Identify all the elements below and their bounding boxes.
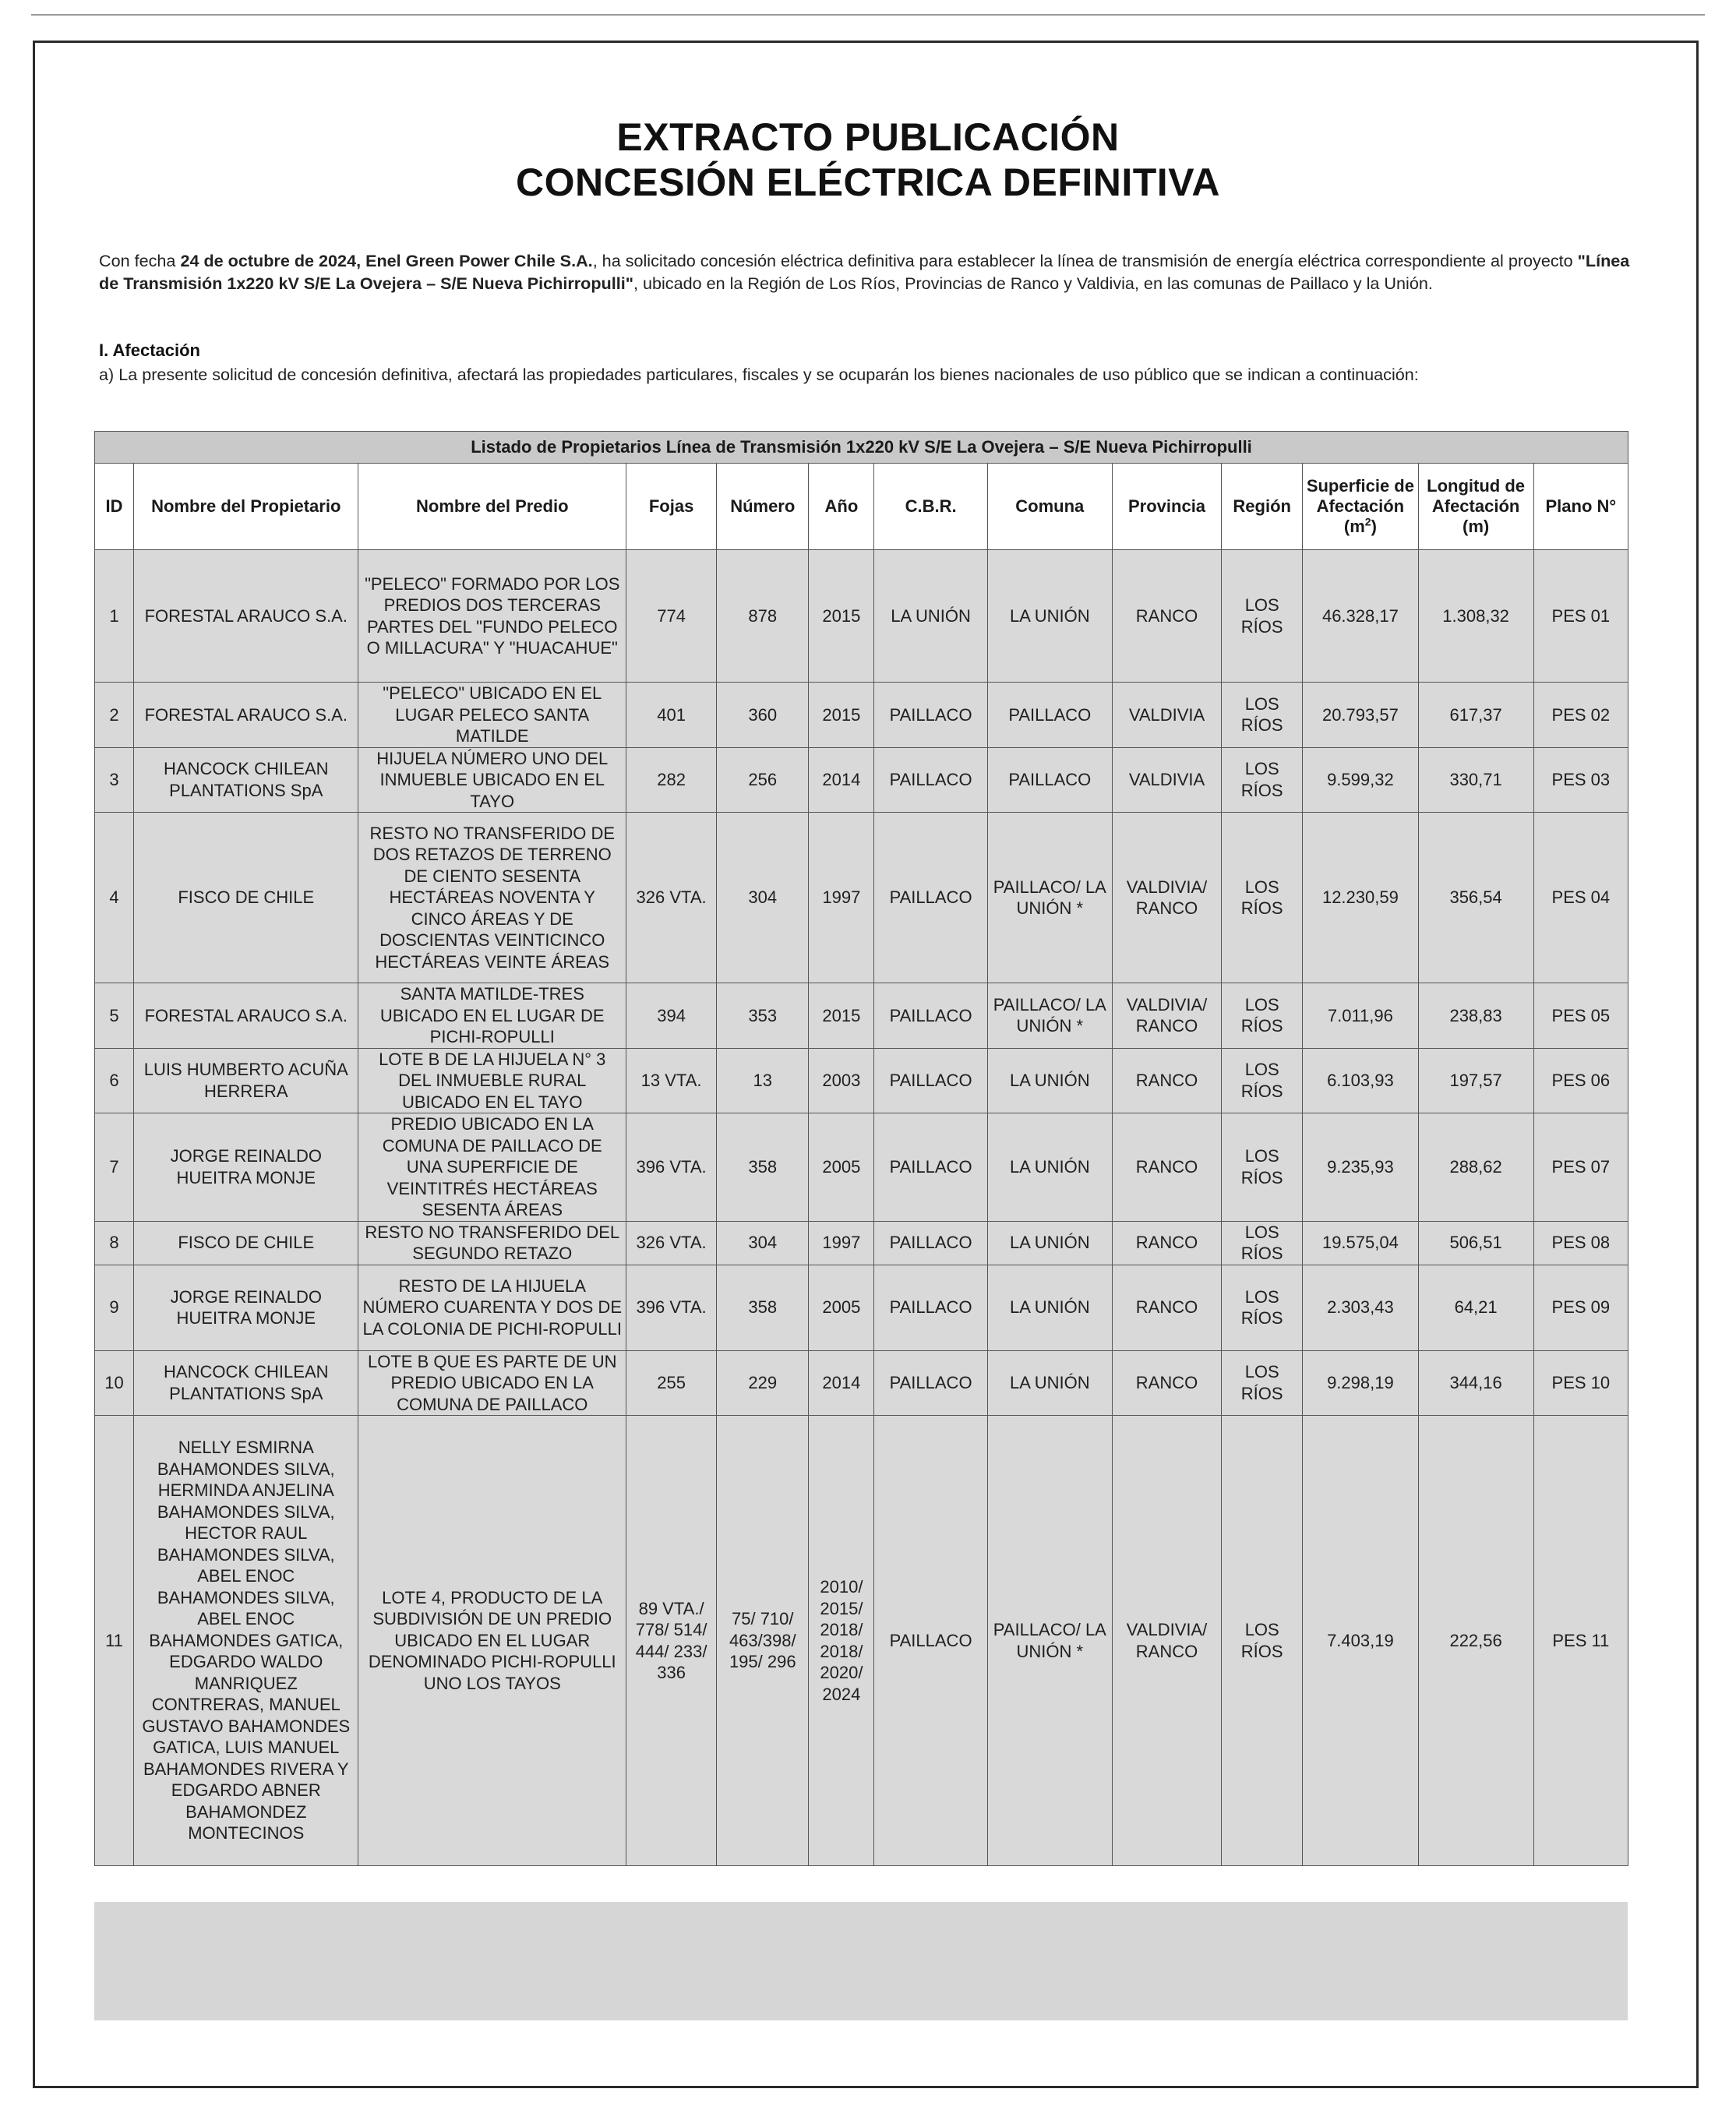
owners-table bbox=[94, 431, 1628, 1866]
cell-region: LOS RÍOS bbox=[1222, 1113, 1303, 1222]
cell-plano: PES 03 bbox=[1533, 747, 1628, 813]
table-row bbox=[95, 1265, 1628, 1350]
cell-fojas: 401 bbox=[626, 683, 717, 748]
cell-owner: HANCOCK CHILEAN PLANTATIONS SpA bbox=[134, 747, 358, 813]
cell-cbr: PAILLACO bbox=[874, 1265, 987, 1350]
cell-owner: NELLY ESMIRNA BAHAMONDES SILVA, HERMINDA ANJELINA BAHAMONDES SILVA, HECTOR RAUL BAHAMONDES SILVA, ABEL ENOC BAHAMONDES SILVA, ABEL ENOC BAHAMONDES GATICA, EDGARDO WALDO MANRIQUEZ CONTRERAS, MANUEL GUSTAVO BAHAMONDES GATICA, LUIS MANUEL BAHAMONDES RIVERA Y EDGARDO ABNER BAHAMONDEZ MONTECINOS bbox=[134, 1416, 358, 1866]
table-row bbox=[95, 1113, 1628, 1222]
cell-region: LOS RÍOS bbox=[1222, 1265, 1303, 1350]
cell-id: 8 bbox=[95, 1221, 134, 1265]
cell-numero: 353 bbox=[717, 983, 809, 1049]
cell-cbr: PAILLACO bbox=[874, 1048, 987, 1113]
cell-superficie: 20.793,57 bbox=[1303, 683, 1418, 748]
col-header-numero: Número bbox=[717, 464, 809, 550]
cell-numero: 358 bbox=[717, 1265, 809, 1350]
cell-numero: 360 bbox=[717, 683, 809, 748]
col-header-owner: Nombre del Propietario bbox=[134, 464, 358, 550]
cell-owner: JORGE REINALDO HUEITRA MONJE bbox=[134, 1265, 358, 1350]
section-title: I. Afectación bbox=[99, 340, 200, 360]
cell-property: "PELECO" UBICADO EN EL LUGAR PELECO SANTA MATILDE bbox=[358, 683, 626, 748]
cell-owner: FORESTAL ARAUCO S.A. bbox=[134, 683, 358, 748]
cell-fojas: 89 VTA./ 778/ 514/ 444/ 233/ 336 bbox=[626, 1416, 717, 1866]
col-header-plano: Plano N° bbox=[1533, 464, 1628, 550]
cell-longitud: 344,16 bbox=[1418, 1350, 1533, 1416]
cell-comuna: LA UNIÓN bbox=[987, 1221, 1112, 1265]
table-row bbox=[95, 1048, 1628, 1113]
cell-id: 3 bbox=[95, 747, 134, 813]
cell-provincia: RANCO bbox=[1112, 1048, 1221, 1113]
cell-property: LOTE B QUE ES PARTE DE UN PREDIO UBICADO EN LA COMUNA DE PAILLACO bbox=[358, 1350, 626, 1416]
cell-provincia: VALDIVIA/ RANCO bbox=[1112, 813, 1221, 983]
cell-id: 6 bbox=[95, 1048, 134, 1113]
cell-superficie: 7.011,96 bbox=[1303, 983, 1418, 1049]
cell-anio: 2010/ 2015/ 2018/ 2018/ 2020/ 2024 bbox=[809, 1416, 874, 1866]
table-caption: Listado de Propietarios Línea de Transmisión 1x220 kV S/E La Ovejera – S/E Nueva Pichirropulli bbox=[95, 432, 1628, 464]
cell-numero: 878 bbox=[717, 550, 809, 683]
table-row bbox=[95, 747, 1628, 813]
cell-comuna: PAILLACO/ LA UNIÓN * bbox=[987, 1416, 1112, 1866]
cell-region: LOS RÍOS bbox=[1222, 813, 1303, 983]
section-paragraph: a) La presente solicitud de concesión definitiva, afectará las propiedades particulares, fiscales y se ocuparán los bienes nacionales de uso público que se indican a continuación: bbox=[99, 365, 1419, 384]
cell-plano: PES 11 bbox=[1533, 1416, 1628, 1866]
cell-id: 10 bbox=[95, 1350, 134, 1416]
page-title: EXTRACTO PUBLICACIÓN bbox=[616, 115, 1120, 159]
cell-plano: PES 02 bbox=[1533, 683, 1628, 748]
cell-superficie: 46.328,17 bbox=[1303, 550, 1418, 683]
cell-superficie: 2.303,43 bbox=[1303, 1265, 1418, 1350]
superficie-close: ) bbox=[1371, 517, 1377, 536]
cell-provincia: VALDIVIA bbox=[1112, 747, 1221, 813]
cell-provincia: VALDIVIA bbox=[1112, 683, 1221, 748]
cell-id: 2 bbox=[95, 683, 134, 748]
cell-owner: FISCO DE CHILE bbox=[134, 813, 358, 983]
cell-provincia: RANCO bbox=[1112, 1113, 1221, 1222]
cell-provincia: VALDIVIA/ RANCO bbox=[1112, 1416, 1221, 1866]
blank-gray-box bbox=[94, 1902, 1628, 2020]
cell-cbr: PAILLACO bbox=[874, 983, 987, 1049]
col-header-provincia: Provincia bbox=[1112, 464, 1221, 550]
cell-anio: 2003 bbox=[809, 1048, 874, 1113]
cell-numero: 13 bbox=[717, 1048, 809, 1113]
cell-comuna: LA UNIÓN bbox=[987, 1113, 1112, 1222]
table-row bbox=[95, 1221, 1628, 1265]
cell-anio: 2014 bbox=[809, 747, 874, 813]
col-header-property: Nombre del Predio bbox=[358, 464, 626, 550]
cell-property: HIJUELA NÚMERO UNO DEL INMUEBLE UBICADO EN EL TAYO bbox=[358, 747, 626, 813]
cell-comuna: LA UNIÓN bbox=[987, 1350, 1112, 1416]
cell-longitud: 356,54 bbox=[1418, 813, 1533, 983]
cell-anio: 2005 bbox=[809, 1113, 874, 1222]
cell-comuna: PAILLACO bbox=[987, 683, 1112, 748]
cell-numero: 304 bbox=[717, 1221, 809, 1265]
cell-plano: PES 05 bbox=[1533, 983, 1628, 1049]
cell-longitud: 288,62 bbox=[1418, 1113, 1533, 1222]
cell-fojas: 326 VTA. bbox=[626, 1221, 717, 1265]
cell-anio: 2015 bbox=[809, 683, 874, 748]
cell-region: LOS RÍOS bbox=[1222, 983, 1303, 1049]
cell-owner: FISCO DE CHILE bbox=[134, 1221, 358, 1265]
cell-cbr: PAILLACO bbox=[874, 813, 987, 983]
cell-property: SANTA MATILDE-TRES UBICADO EN EL LUGAR DE PICHI-ROPULLI bbox=[358, 983, 626, 1049]
cell-longitud: 506,51 bbox=[1418, 1221, 1533, 1265]
cell-owner: FORESTAL ARAUCO S.A. bbox=[134, 550, 358, 683]
cell-numero: 304 bbox=[717, 813, 809, 983]
cell-fojas: 326 VTA. bbox=[626, 813, 717, 983]
intro-paragraph bbox=[99, 249, 1642, 295]
cell-id: 5 bbox=[95, 983, 134, 1049]
cell-region: LOS RÍOS bbox=[1222, 683, 1303, 748]
cell-fojas: 774 bbox=[626, 550, 717, 683]
cell-region: LOS RÍOS bbox=[1222, 1416, 1303, 1866]
cell-id: 9 bbox=[95, 1265, 134, 1350]
table-row bbox=[95, 1416, 1628, 1866]
cell-superficie: 9.235,93 bbox=[1303, 1113, 1418, 1222]
cell-fojas: 396 VTA. bbox=[626, 1113, 717, 1222]
intro-text-3: , ubicado en la Región de Los Ríos, Provincias de Ranco y Valdivia, en las comunas de Paillaco y la Unión. bbox=[633, 273, 1433, 293]
cell-fojas: 13 VTA. bbox=[626, 1048, 717, 1113]
table-body bbox=[95, 550, 1628, 1866]
cell-numero: 256 bbox=[717, 747, 809, 813]
top-rule bbox=[31, 14, 1705, 16]
cell-region: LOS RÍOS bbox=[1222, 747, 1303, 813]
superficie-label: Superficie de Afectación (m bbox=[1306, 476, 1414, 536]
cell-cbr: PAILLACO bbox=[874, 1350, 987, 1416]
col-header-fojas: Fojas bbox=[626, 464, 717, 550]
cell-owner: JORGE REINALDO HUEITRA MONJE bbox=[134, 1113, 358, 1222]
cell-id: 4 bbox=[95, 813, 134, 983]
cell-cbr: PAILLACO bbox=[874, 747, 987, 813]
cell-plano: PES 04 bbox=[1533, 813, 1628, 983]
cell-cbr: LA UNIÓN bbox=[874, 550, 987, 683]
cell-anio: 2015 bbox=[809, 550, 874, 683]
table-row bbox=[95, 683, 1628, 748]
col-header-comuna: Comuna bbox=[987, 464, 1112, 550]
cell-property: RESTO NO TRANSFERIDO DE DOS RETAZOS DE TERRENO DE CIENTO SESENTA HECTÁREAS NOVENTA Y CINCO ÁREAS Y DE DOSCIENTAS VEINTICINCO HECTÁREAS VEINTE ÁREAS bbox=[358, 813, 626, 983]
cell-property: RESTO NO TRANSFERIDO DEL SEGUNDO RETAZO bbox=[358, 1221, 626, 1265]
cell-comuna: LA UNIÓN bbox=[987, 1048, 1112, 1113]
col-header-region: Región bbox=[1222, 464, 1303, 550]
cell-owner: HANCOCK CHILEAN PLANTATIONS SpA bbox=[134, 1350, 358, 1416]
superficie-exponent: 2 bbox=[1364, 515, 1371, 528]
cell-owner: LUIS HUMBERTO ACUÑA HERRERA bbox=[134, 1048, 358, 1113]
cell-property: "PELECO" FORMADO POR LOS PREDIOS DOS TERCERAS PARTES DEL "FUNDO PELECO O MILLACURA" Y "HUACAHUE" bbox=[358, 550, 626, 683]
intro-date: 24 de octubre de 2024, Enel Green Power Chile S.A. bbox=[180, 251, 593, 270]
cell-superficie: 6.103,93 bbox=[1303, 1048, 1418, 1113]
cell-comuna: PAILLACO/ LA UNIÓN * bbox=[987, 813, 1112, 983]
cell-longitud: 197,57 bbox=[1418, 1048, 1533, 1113]
cell-plano: PES 07 bbox=[1533, 1113, 1628, 1222]
cell-numero: 229 bbox=[717, 1350, 809, 1416]
intro-project: "Línea de Transmisión 1x220 kV S/E La Ovejera – S/E Nueva Pichirropulli" bbox=[99, 251, 1630, 293]
cell-plano: PES 09 bbox=[1533, 1265, 1628, 1350]
col-header-anio: Año bbox=[809, 464, 874, 550]
cell-provincia: RANCO bbox=[1112, 550, 1221, 683]
cell-anio: 2005 bbox=[809, 1265, 874, 1350]
page-subtitle: CONCESIÓN ELÉCTRICA DEFINITIVA bbox=[516, 161, 1220, 204]
cell-plano: PES 01 bbox=[1533, 550, 1628, 683]
cell-plano: PES 10 bbox=[1533, 1350, 1628, 1416]
cell-anio: 1997 bbox=[809, 1221, 874, 1265]
cell-superficie: 12.230,59 bbox=[1303, 813, 1418, 983]
cell-id: 11 bbox=[95, 1416, 134, 1866]
cell-comuna: PAILLACO bbox=[987, 747, 1112, 813]
cell-plano: PES 08 bbox=[1533, 1221, 1628, 1265]
cell-longitud: 64,21 bbox=[1418, 1265, 1533, 1350]
cell-provincia: RANCO bbox=[1112, 1350, 1221, 1416]
col-header-id: ID bbox=[95, 464, 134, 550]
cell-cbr: PAILLACO bbox=[874, 683, 987, 748]
cell-fojas: 255 bbox=[626, 1350, 717, 1416]
cell-numero: 75/ 710/ 463/398/ 195/ 296 bbox=[717, 1416, 809, 1866]
cell-cbr: PAILLACO bbox=[874, 1113, 987, 1222]
cell-property: LOTE B DE LA HIJUELA N° 3 DEL INMUEBLE RURAL UBICADO EN EL TAYO bbox=[358, 1048, 626, 1113]
cell-property: PREDIO UBICADO EN LA COMUNA DE PAILLACO DE UNA SUPERFICIE DE VEINTITRÉS HECTÁREAS SESENTA ÁREAS bbox=[358, 1113, 626, 1222]
table-row bbox=[95, 550, 1628, 683]
col-header-cbr: C.B.R. bbox=[874, 464, 987, 550]
cell-fojas: 394 bbox=[626, 983, 717, 1049]
cell-longitud: 1.308,32 bbox=[1418, 550, 1533, 683]
cell-owner: FORESTAL ARAUCO S.A. bbox=[134, 983, 358, 1049]
cell-region: LOS RÍOS bbox=[1222, 1350, 1303, 1416]
col-header-longitud: Longitud de Afectación (m) bbox=[1418, 464, 1533, 550]
cell-comuna: PAILLACO/ LA UNIÓN * bbox=[987, 983, 1112, 1049]
cell-cbr: PAILLACO bbox=[874, 1416, 987, 1866]
cell-superficie: 9.599,32 bbox=[1303, 747, 1418, 813]
cell-longitud: 222,56 bbox=[1418, 1416, 1533, 1866]
cell-comuna: LA UNIÓN bbox=[987, 1265, 1112, 1350]
cell-region: LOS RÍOS bbox=[1222, 1048, 1303, 1113]
cell-longitud: 617,37 bbox=[1418, 683, 1533, 748]
cell-region: LOS RÍOS bbox=[1222, 550, 1303, 683]
cell-id: 7 bbox=[95, 1113, 134, 1222]
cell-region: LOS RÍOS bbox=[1222, 1221, 1303, 1265]
intro-text-2: , ha solicitado concesión eléctrica definitiva para establecer la línea de transmisión de energía eléctrica correspondiente al proyecto bbox=[592, 251, 1578, 270]
cell-numero: 358 bbox=[717, 1113, 809, 1222]
cell-property: RESTO DE LA HIJUELA NÚMERO CUARENTA Y DOS DE LA COLONIA DE PICHI-ROPULLI bbox=[358, 1265, 626, 1350]
cell-superficie: 19.575,04 bbox=[1303, 1221, 1418, 1265]
cell-provincia: RANCO bbox=[1112, 1265, 1221, 1350]
cell-provincia: VALDIVIA/ RANCO bbox=[1112, 983, 1221, 1049]
cell-anio: 2014 bbox=[809, 1350, 874, 1416]
col-header-superficie bbox=[1303, 464, 1418, 550]
cell-fojas: 282 bbox=[626, 747, 717, 813]
cell-fojas: 396 VTA. bbox=[626, 1265, 717, 1350]
cell-plano: PES 06 bbox=[1533, 1048, 1628, 1113]
cell-anio: 2015 bbox=[809, 983, 874, 1049]
cell-superficie: 9.298,19 bbox=[1303, 1350, 1418, 1416]
intro-text-1: Con fecha bbox=[99, 251, 181, 270]
table-row bbox=[95, 813, 1628, 983]
cell-comuna: LA UNIÓN bbox=[987, 550, 1112, 683]
cell-cbr: PAILLACO bbox=[874, 1221, 987, 1265]
cell-longitud: 238,83 bbox=[1418, 983, 1533, 1049]
cell-superficie: 7.403,19 bbox=[1303, 1416, 1418, 1866]
cell-property: LOTE 4, PRODUCTO DE LA SUBDIVISIÓN DE UN PREDIO UBICADO EN EL LUGAR DENOMINADO PICHI-ROPULLI UNO LOS TAYOS bbox=[358, 1416, 626, 1866]
cell-anio: 1997 bbox=[809, 813, 874, 983]
cell-provincia: RANCO bbox=[1112, 1221, 1221, 1265]
cell-id: 1 bbox=[95, 550, 134, 683]
cell-longitud: 330,71 bbox=[1418, 747, 1533, 813]
table-row bbox=[95, 1350, 1628, 1416]
table-row bbox=[95, 983, 1628, 1049]
